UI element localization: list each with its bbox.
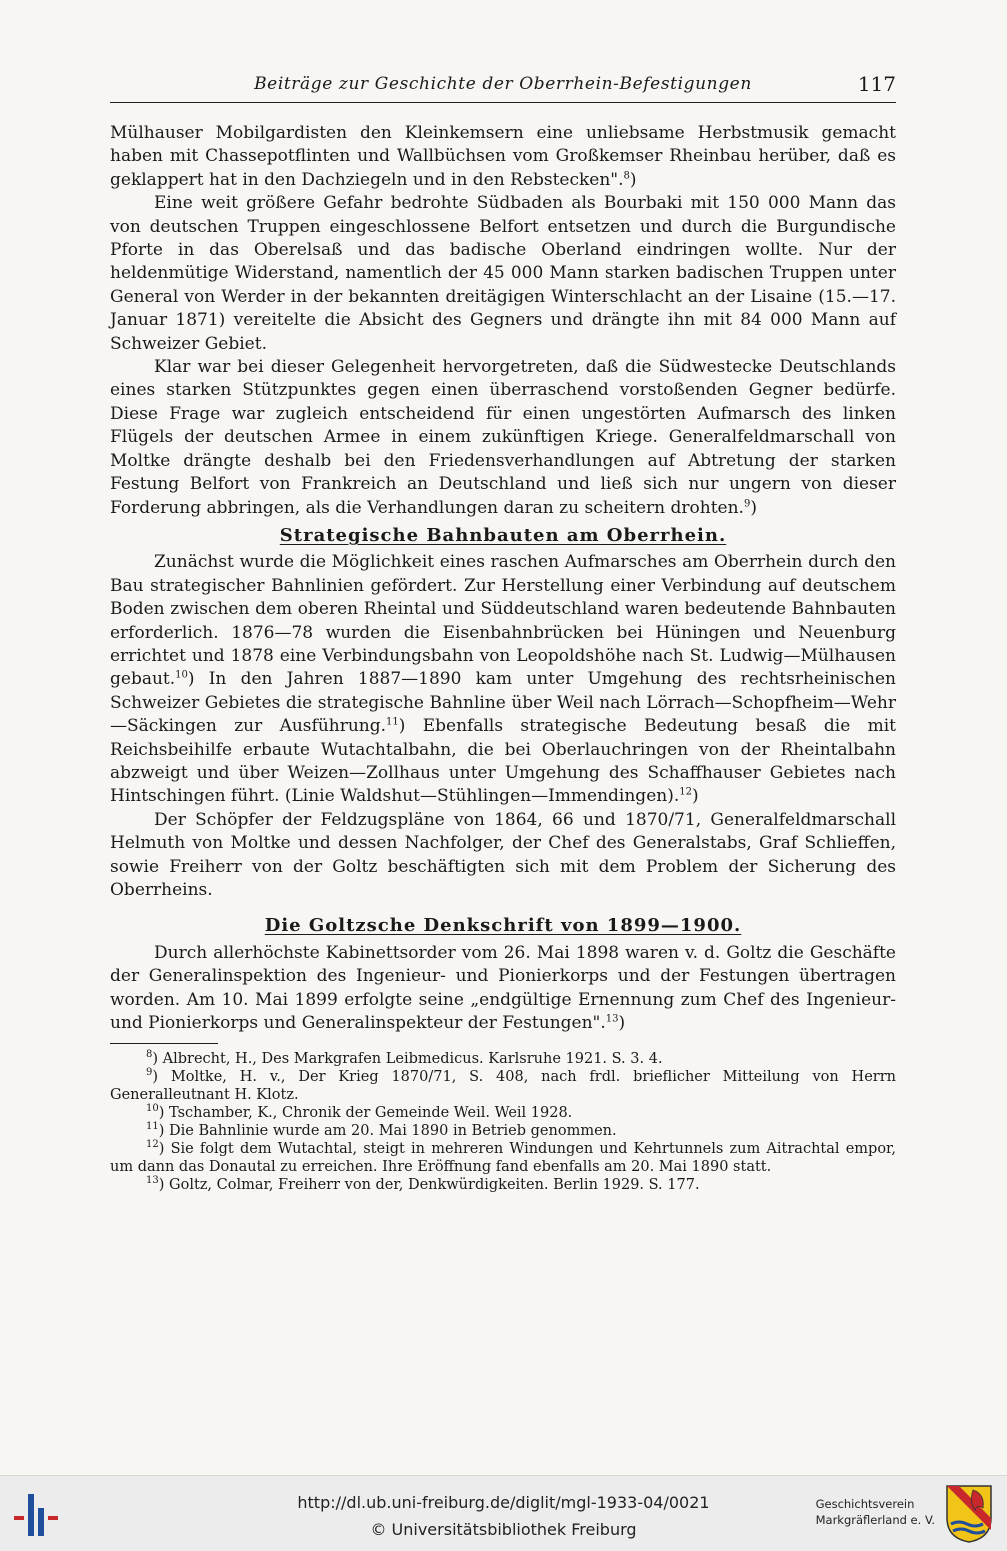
copyright-notice: © Universitätsbibliothek Freiburg bbox=[370, 1520, 637, 1539]
footnote-text: ) Sie folgt dem Wutachtal, steigt in mehreren Windungen und Kehrtunnels zum Aitrachtal empor, um dann das Donautal zu erreichen. Ihre Eröffnung fand ebenfalls am 20. Mai 1890 statt. bbox=[110, 1141, 896, 1176]
paragraph-text: Mülhauser Mobilgardisten den Kleinkemsern eine unliebsame Herbstmusik gemacht haben mit Chassepotflinten und Wallbüchsen vom Großkemser Rheinbau herüber, daß es geklappert hat in den Dachziegeln und in den Rebstecken". bbox=[110, 123, 896, 190]
footnotes bbox=[110, 1050, 896, 1194]
footnote-ref-close: ) bbox=[691, 786, 699, 807]
organization-line: Geschichtsverein bbox=[815, 1497, 915, 1511]
paragraph-text: Durch allerhöchste Kabinettsorder vom 26. Mai 1898 waren v. d. Goltz die Geschäfte der Generalinspektion des Ingenieur- und Pionierkorps und der Festungen übertragen worden. Am 10. Mai 1899 erfolgte seine „endgültige Ernennung zum Chef des Ingenieur- und Pionierkorps und Generalinspekteur der Festungen". bbox=[110, 942, 896, 1034]
paragraph bbox=[110, 942, 896, 1036]
footnote bbox=[110, 1140, 896, 1176]
paragraph bbox=[110, 356, 896, 520]
section-heading: Die Goltzsche Denkschrift von 1899—1900. bbox=[264, 915, 742, 937]
paragraph bbox=[110, 551, 896, 808]
paragraph-text: ) Ebenfalls strategische Bedeutung besaß die mit Reichsbeihilfe erbaute Wutachtalbahn, die bei Oberlauchringen von der Rheintalbahn abzweigt und über Weizen—Zollhaus unter Umgehung des Schaffhauser Gebietes nach Hintschingen führt. (Linie Waldshut—Stühlingen—Immendingen). bbox=[110, 716, 896, 807]
paragraph bbox=[110, 809, 896, 903]
footnote-text: ) Albrecht, H., Des Markgrafen Leibmedicus. Karlsruhe 1921. S. 3. 4. bbox=[152, 1051, 663, 1068]
footnote-text: ) Die Bahnlinie wurde am 20. Mai 1890 in Betrieb genommen. bbox=[158, 1123, 617, 1140]
paragraph bbox=[110, 122, 896, 192]
footnote-ref: 11 bbox=[386, 716, 399, 728]
paragraph-text: Klar war bei dieser Gelegenheit hervorgetreten, daß die Südwestecke Deutschlands eines starken Stützpunktes gegen einen überraschend vorstoßenden Gegner bedürfe. Diese Frage war zugleich entscheidend für einen ungestörten Aufmarsch des linken Flügels der deutschen Armee in einem zukünftigen Kriege. Generalfeldmarschall von Moltke drängte deshalb bei den Friedensverhandlungen auf Abtretung der starken Festung Belfort von Frankreich an Deutschland und ließ sich nur ungern von dieser Forderung abbringen, als die Verhandlungen daran zu scheitern drohten. bbox=[110, 357, 896, 518]
footnote-ref: 9 bbox=[743, 497, 751, 509]
footnote bbox=[110, 1068, 896, 1104]
footnote bbox=[110, 1050, 896, 1068]
footnote-ref-close: ) bbox=[618, 1013, 626, 1034]
organization-line: Markgräflerland e. V. bbox=[815, 1513, 935, 1527]
page-number: 117 bbox=[857, 72, 896, 96]
footnote-ref: 12 bbox=[679, 786, 692, 798]
coat-of-arms-icon bbox=[945, 1484, 993, 1544]
footnote-ref: 8 bbox=[623, 170, 630, 182]
organization-name bbox=[816, 1496, 935, 1528]
paragraph bbox=[110, 192, 896, 356]
running-head bbox=[110, 72, 896, 103]
paragraph-text: ) In den Jahren 1887—1890 kam unter Umgehung des rechtsrheinischen Schweizer Gebietes die strategische Bahnline über Weil nach Lörrach—Schopfheim—Wehr—Säckingen zur Ausführung. bbox=[110, 669, 896, 737]
footnote-rule bbox=[110, 1043, 218, 1044]
footnote-text: ) Moltke, H. v., Der Krieg 1870/71, S. 408, nach frdl. brieflicher Mitteilung von Herrn Generalleutnant H. Klotz. bbox=[110, 1069, 896, 1104]
viewer-footer bbox=[0, 1475, 1007, 1551]
paragraph-text: Der Schöpfer der Feldzugspläne von 1864, 66 und 1870/71, Generalfeldmarschall Helmuth von Moltke und dessen Nachfolger, der Chef des Generalstabs, Graf Schlieffen, sowie Freiherr von der Goltz beschäftigten sich mit dem Problem der Sicherung des Oberrheins. bbox=[110, 809, 896, 900]
footnote bbox=[110, 1122, 896, 1140]
footnote-number: 13 bbox=[146, 1175, 159, 1187]
footnote-ref-close: ) bbox=[750, 497, 757, 518]
footnote bbox=[110, 1104, 896, 1122]
paragraph-text: Eine weit größere Gefahr bedrohte Südbaden als Bourbaki mit 150 000 Mann das von deutschen Truppen eingeschlossene Belfort entsetzen und durch die Burgundische Pforte in das Oberelsaß und das badische Oberland eindringen wollte. Nur der heldenmütige Widerstand, namentlich der 45 000 Mann starken badischen Truppen unter General von Werder in der bekannten dreitägigen Winterschlacht an der Lisaine (15.—17. Januar 1871) vereitelte die Absicht des Gegners und drängte ihn mit 84 000 Mann auf Schweizer Gebiet. bbox=[110, 193, 896, 354]
section-heading: Strategische Bahnbauten am Oberrhein. bbox=[279, 524, 727, 546]
footnote-text: ) Goltz, Colmar, Freiherr von der, Denkwürdigkeiten. Berlin 1929. S. 177. bbox=[158, 1177, 700, 1194]
footnote-number: 8 bbox=[146, 1049, 153, 1061]
footnote bbox=[110, 1176, 896, 1194]
footnote-number: 9 bbox=[146, 1067, 153, 1079]
footnote-text: ) Tschamber, K., Chronik der Gemeinde Weil. Weil 1928. bbox=[158, 1105, 573, 1122]
footnote-number: 11 bbox=[146, 1121, 159, 1133]
running-title: Beiträge zur Geschichte der Oberrhein-Befestigungen bbox=[254, 74, 752, 94]
body-text bbox=[110, 122, 896, 1194]
permalink-url[interactable]: http://dl.ub.uni-freiburg.de/diglit/mgl-1933-04/0021 bbox=[297, 1493, 710, 1512]
footnote-ref: 10 bbox=[175, 669, 188, 681]
footnote-number: 12 bbox=[146, 1139, 159, 1151]
paragraph-text: Zunächst wurde die Möglichkeit eines raschen Aufmarsches am Oberrhein durch den Bau strategischer Bahnlinien gefördert. Zur Herstellung einer Verbindung auf deutschem Boden zwischen dem oberen Rheintal und Süddeutschland waren bedeutende Bahnbauten erforderlich. 1876—78 wurden die Eisenbahnbrücken bei Hüningen und Neuenburg errichtet und 1878 eine Verbindungsbahn von Leopoldshöhe nach St. Ludwig—Mülhausen gebaut. bbox=[110, 552, 896, 690]
footnote-ref: 13 bbox=[605, 1013, 619, 1025]
footnote-number: 10 bbox=[146, 1103, 159, 1115]
footnote-ref-close: ) bbox=[629, 169, 637, 190]
